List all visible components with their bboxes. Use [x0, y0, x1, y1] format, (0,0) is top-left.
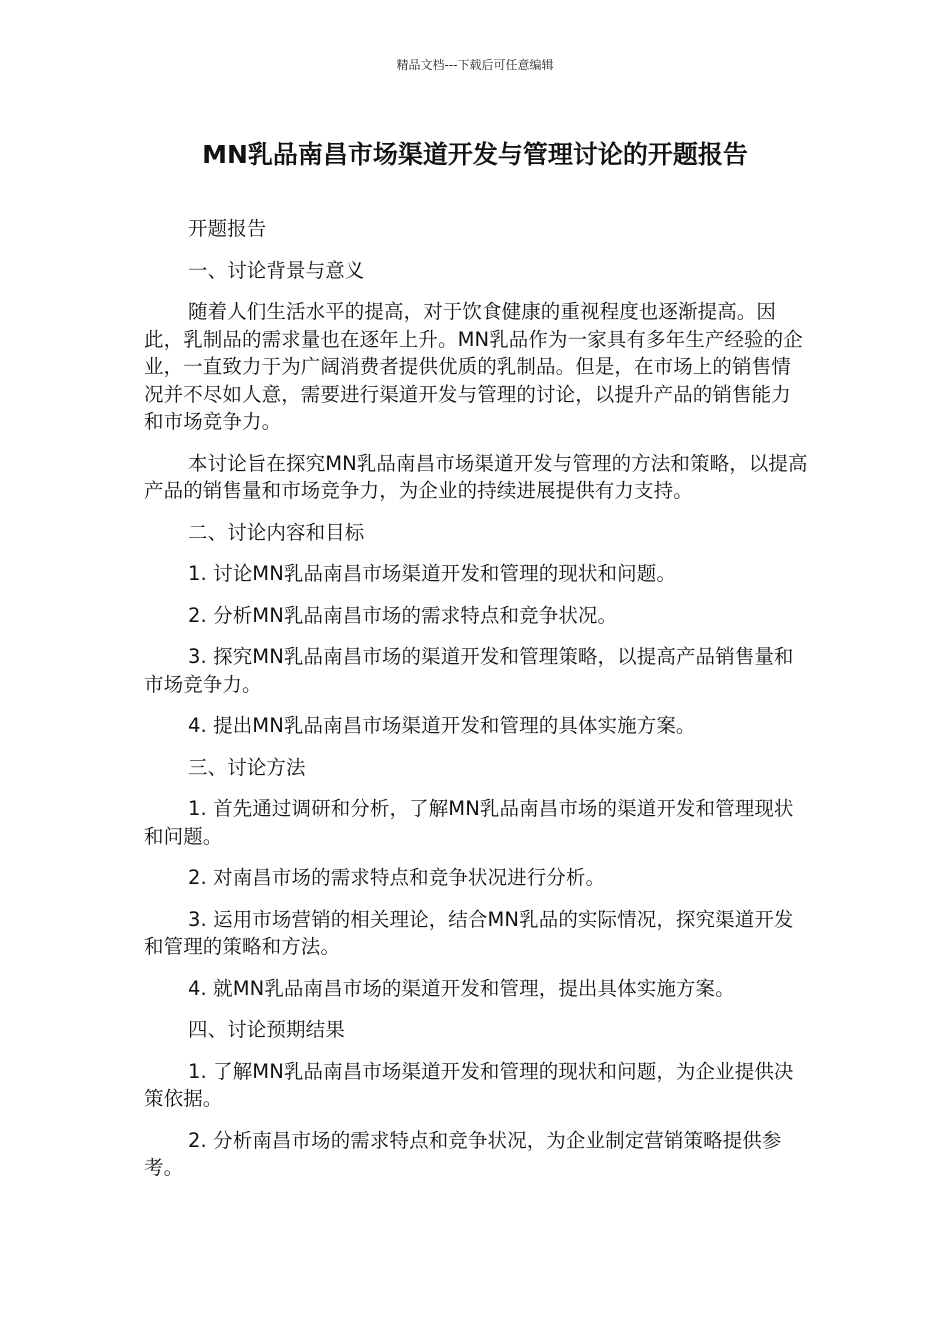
section-heading-content: 二、讨论内容和目标 — [188, 520, 365, 544]
list-item: 3. 运用市场营销的相关理论，结合MN乳品的实际情况，探究渠道开发和管理的策略和方法。 — [144, 907, 794, 958]
list-item: 2. 对南昌市场的需求特点和竞争状况进行分析。 — [188, 866, 606, 889]
list-item: 4. 就MN乳品南昌市场的渠道开发和管理，提出具体实施方案。 — [188, 976, 735, 1000]
list-item: 1. 讨论MN乳品南昌市场渠道开发和管理的现状和问题。 — [188, 562, 676, 585]
list-item: 1. 首先通过调研和分析，了解MN乳品南昌市场的渠道开发和管理现状和问题。 — [144, 797, 794, 848]
document-body — [144, 215, 809, 1196]
list-item: 2. 分析南昌市场的需求特点和竞争状况，为企业制定营销策略提供参考。 — [144, 1128, 782, 1179]
list-item: 2. 分析MN乳品南昌市场的需求特点和竞争状况。 — [188, 603, 618, 627]
page-header: 精品文档---下载后可任意编辑 — [396, 58, 554, 72]
document-title: MN乳品南昌市场渠道开发与管理讨论的开题报告 — [202, 140, 748, 169]
section-heading-background: 一、讨论背景与意义 — [188, 258, 365, 282]
list-item: 3. 探究MN乳品南昌市场的渠道开发和管理策略，以提高产品销售量和市场竞争力。 — [144, 645, 794, 696]
section-label: 开题报告 — [188, 217, 267, 240]
list-item: 4. 提出MN乳品南昌市场渠道开发和管理的具体实施方案。 — [188, 714, 696, 737]
list-item: 1. 了解MN乳品南昌市场渠道开发和管理的现状和问题，为企业提供决策依据。 — [144, 1059, 794, 1110]
body-paragraph: 随着人们生活水平的提高，对于饮食健康的重视程度也逐渐提高。因此，乳制品的需求量也在逐年上升。MN乳品作为一家具有多年生产经验的企业，一直致力于为广阔消费者提供优质的乳制品。但是，在市场上的销售情况并不尽如人意，需要进行渠道开发与管理的讨论，以提升产品的销售能力和市场竞争力。 — [144, 300, 803, 433]
section-heading-method: 三、讨论方法 — [188, 755, 306, 779]
body-paragraph: 本讨论旨在探究MN乳品南昌市场渠道开发与管理的方法和策略，以提高产品的销售量和市场竞争力，为企业的持续进展提供有力支持。 — [144, 451, 808, 502]
section-heading-results: 四、讨论预期结果 — [188, 1018, 345, 1041]
